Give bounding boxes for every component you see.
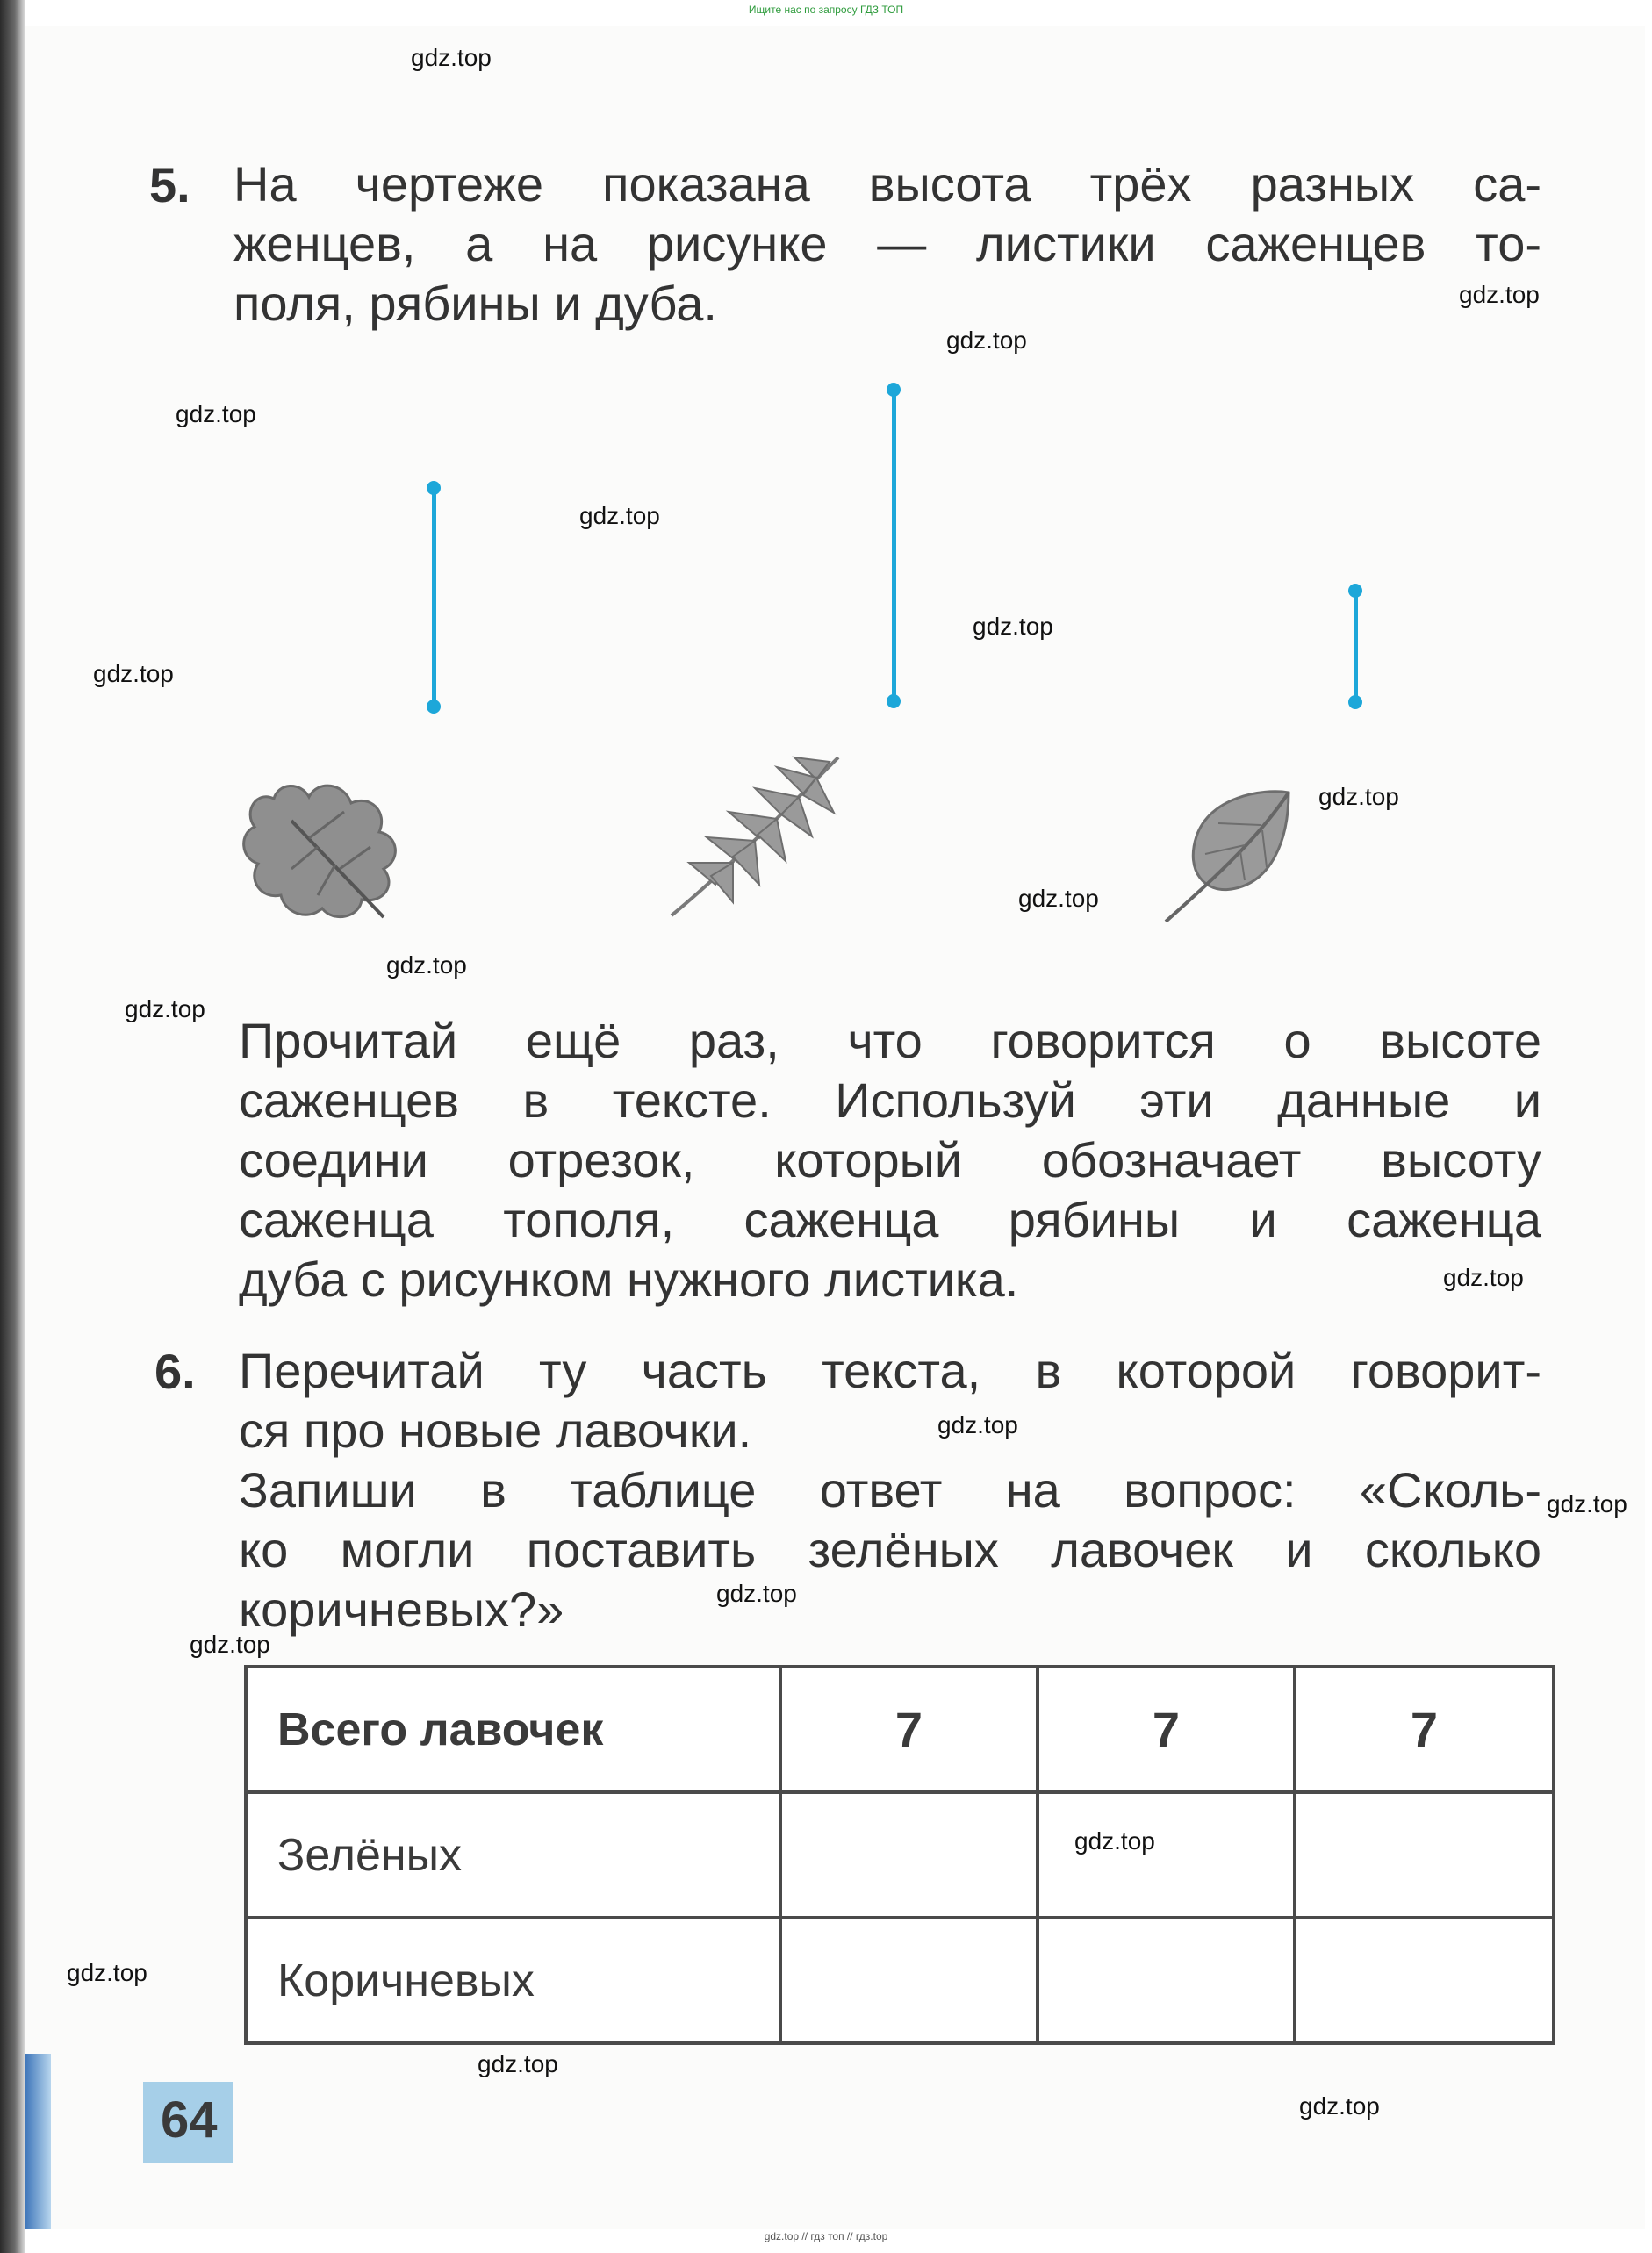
- watermark: gdz.top: [1299, 2092, 1380, 2120]
- answer-cell[interactable]: [1295, 1792, 1554, 1918]
- task-5-instruction-line: саженцев в тексте. Используй эти данные и: [239, 1073, 1541, 1128]
- task-5-instruction-line: соедини отрезок, который обозначает высоту: [239, 1132, 1541, 1187]
- table-row: [246, 1792, 1554, 1918]
- task-6-line: Запиши в таблице ответ на вопрос: «Сколь-: [239, 1462, 1541, 1518]
- watermark: gdz.top: [93, 660, 174, 687]
- watermark: gdz.top: [1318, 783, 1399, 810]
- task-5-intro: [233, 154, 1541, 334]
- benches-table: [244, 1665, 1555, 2045]
- watermark: gdz.top: [67, 1959, 147, 1986]
- table-cell: 7: [1295, 1667, 1554, 1792]
- task-6-text: [239, 1341, 1541, 1640]
- answer-cell[interactable]: [780, 1792, 1038, 1918]
- watermark: gdz.top: [1018, 885, 1099, 912]
- row-label: Зелёных: [246, 1792, 780, 1918]
- book-spine-edge: [0, 0, 25, 2253]
- watermark: gdz.top: [1443, 1264, 1524, 1291]
- rowan-leaf-icon[interactable]: [667, 744, 851, 920]
- table-cell: 7: [780, 1667, 1038, 1792]
- task-6-line: коричневых?»: [239, 1582, 564, 1637]
- page-number: 64: [161, 2092, 218, 2149]
- watermark: gdz.top: [946, 326, 1027, 354]
- poplar-leaf-icon[interactable]: [1157, 771, 1324, 929]
- task-5-instruction-line: дуба с рисунком нужного листика.: [239, 1252, 1019, 1307]
- task-5-instruction-line: саженца тополя, саженца рябины и саженца: [239, 1192, 1541, 1247]
- watermark: gdz.top: [716, 1580, 797, 1607]
- task-6-line: ся про новые лавочки.: [239, 1403, 752, 1458]
- row-label: Коричневых: [246, 1918, 780, 2043]
- watermark: gdz.top: [190, 1631, 270, 1658]
- task-5-intro-line: поля, рябины и дуба.: [233, 276, 717, 331]
- task-6-number: 6.: [154, 1344, 196, 1399]
- table-row: [246, 1918, 1554, 2043]
- answer-cell[interactable]: [1038, 1918, 1295, 2043]
- watermark: gdz.top: [1074, 1827, 1155, 1855]
- row-label: Всего лавочек: [246, 1667, 780, 1792]
- task-6-line: ко могли поставить зелёных лавочек и сколько: [239, 1522, 1541, 1577]
- task-5-intro-line: женцев, а на рисунке — листики саженцев то-: [233, 216, 1541, 271]
- table-row: [246, 1667, 1554, 1792]
- task-6-line: Перечитай ту часть текста, в которой говорит-: [239, 1343, 1541, 1398]
- watermark: gdz.top: [411, 44, 492, 71]
- watermark: gdz.top: [1459, 281, 1540, 308]
- task-5-intro-line: На чертеже показана высота трёх разных са-: [233, 156, 1541, 212]
- watermark: gdz.top: [386, 951, 467, 979]
- watermark: gdz.top: [176, 400, 256, 427]
- task-5-instruction-line: Прочитай ещё раз, что говорится о высоте: [239, 1013, 1541, 1068]
- watermark: gdz.top: [579, 502, 660, 529]
- answer-cell[interactable]: [780, 1918, 1038, 2043]
- watermark: gdz.top: [1547, 1490, 1627, 1518]
- answer-cell[interactable]: [1295, 1918, 1554, 2043]
- task-5-number: 5.: [149, 157, 190, 212]
- table-cell: 7: [1038, 1667, 1295, 1792]
- watermark: gdz.top: [125, 995, 205, 1022]
- footer-note: gdz.top // гдз топ // гдз.top: [764, 2230, 888, 2242]
- watermark: gdz.top: [937, 1411, 1018, 1439]
- task-5-instruction: [239, 1011, 1541, 1309]
- page-edge-strip: [25, 2054, 51, 2229]
- header-note: Ищите нас по запросу ГДЗ ТОП: [748, 4, 904, 16]
- watermark: gdz.top: [973, 613, 1053, 640]
- watermark: gdz.top: [478, 2050, 558, 2077]
- oak-leaf-icon[interactable]: [239, 772, 406, 930]
